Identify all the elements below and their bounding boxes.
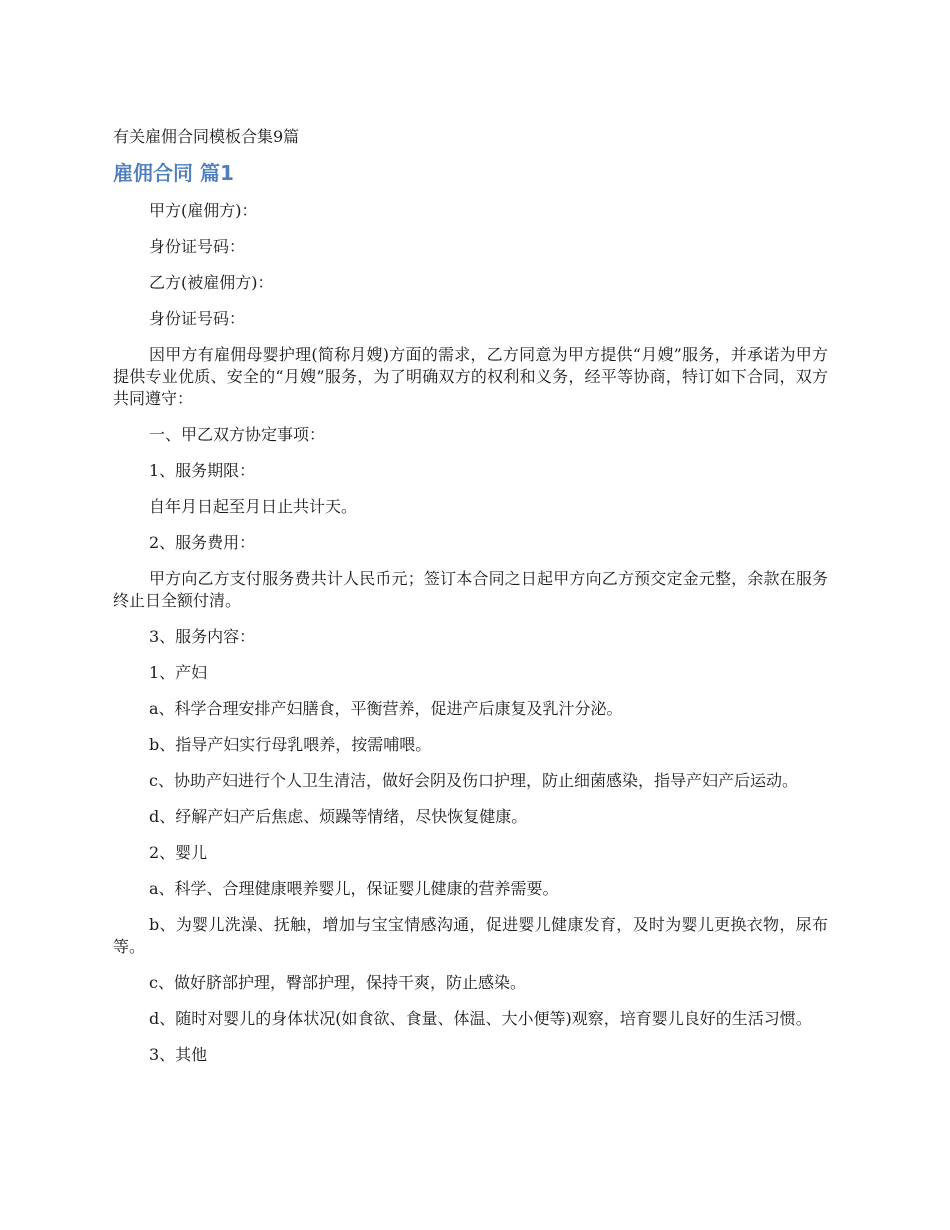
- paragraph-mother-heading: 1、产妇: [149, 663, 208, 682]
- paragraph-service-fee: 甲方向乙方支付服务费共计人民币元；签订本合同之日起甲方向乙方预交定金元整，余款在服务终止日全额付清。: [113, 569, 828, 610]
- paragraph-party-b-id: 身份证号码：: [149, 309, 246, 328]
- paragraph-service-fee-label: 2、服务费用：: [149, 533, 256, 552]
- paragraph-service-content-label: 3、服务内容：: [149, 627, 256, 646]
- paragraph-preamble: 因甲方有雇佣母婴护理(简称月嫂)方面的需求，乙方同意为甲方提供“月嫂”服务，并承诺为甲方提供专业优质、安全的“月嫂”服务，为了明确双方的权利和义务，经平等协商，特订如下合同，双方共同遵守：: [113, 345, 828, 408]
- section-heading: 雇佣合同 篇1: [113, 161, 234, 185]
- paragraph-section-1: 一、甲乙双方协定事项：: [149, 425, 326, 444]
- paragraph-baby-c: c、做好脐部护理，臀部护理，保持干爽，防止感染。: [149, 973, 526, 992]
- paragraph-mother-a: a、科学合理安排产妇膳食，平衡营养，促进产后康复及乳汁分泌。: [149, 699, 623, 718]
- paragraph-other-heading: 3、其他: [149, 1045, 208, 1064]
- paragraph-party-a: 甲方(雇佣方)：: [149, 201, 258, 220]
- paragraph-mother-b: b、指导产妇实行母乳喂养，按需哺喂。: [149, 735, 432, 754]
- paragraph-baby-heading: 2、婴儿: [149, 843, 208, 862]
- document-title: 有关雇佣合同模板合集9篇: [113, 127, 300, 146]
- paragraph-baby-b: b、为婴儿洗澡、抚触，增加与宝宝情感沟通，促进婴儿健康发育，及时为婴儿更换衣物，尿布等。: [113, 915, 828, 956]
- paragraph-baby-a: a、科学、合理健康喂养婴儿，保证婴儿健康的营养需要。: [149, 879, 559, 898]
- paragraph-mother-d: d、纾解产妇产后焦虑、烦躁等情绪，尽快恢复健康。: [149, 807, 528, 826]
- paragraph-service-period: 自年月日起至月日止共计天。: [149, 497, 358, 516]
- paragraph-party-b: 乙方(被雇佣方)：: [149, 273, 274, 292]
- document-body: [113, 126, 828, 1080]
- paragraph-party-a-id: 身份证号码：: [149, 237, 246, 256]
- paragraph-service-period-label: 1、服务期限：: [149, 461, 256, 480]
- paragraph-mother-c: c、协助产妇进行个人卫生清洁，做好会阴及伤口护理，防止细菌感染，指导产妇产后运动。: [149, 771, 798, 790]
- paragraph-baby-d: d、随时对婴儿的身体状况(如食欲、食量、体温、大小便等)观察，培育婴儿良好的生活习惯。: [149, 1009, 812, 1028]
